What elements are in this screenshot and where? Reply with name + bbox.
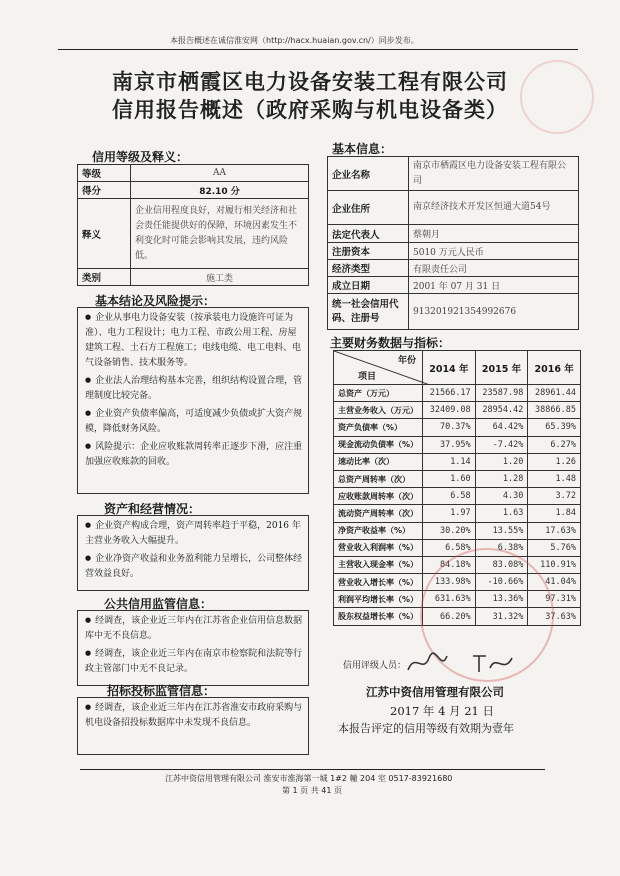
finance-value: 6.58 [423,488,476,505]
signature-scribble [470,650,515,676]
basic-label: 统一社会信用代码、注册号 [328,294,409,330]
conclusion-heading: 基本结论及风险提示： [95,294,216,308]
year-header: 2015 年 [475,351,528,385]
finance-item-label: 主营收入现金率（%） [334,556,423,573]
credit-label: 得分 [78,182,131,199]
finance-item-label: 总资产（万元） [334,385,423,402]
credit-explanation: 企业信用程度良好，对履行相关经济和社会责任能提供好的保障，环境因素发生不利变化时可能会影响其发展，违约风险低。 [131,199,309,269]
credit-label: 类别 [78,269,131,286]
footer-rule [80,769,545,770]
finance-value: 631.63% [423,591,476,608]
table-row [78,269,309,286]
finance-value: 1.60 [423,470,476,487]
finance-item-label: 现金流动负债率（%） [334,436,423,453]
conclusion-item: ● 企业从事电力设备安装（按承装电力设施许可证为准）、电力工程设计；电力工程、市政公用工程、房屋建筑工程、土石方工程施工；电线电缆、电工电料、电气设备销售、技术服务等。 [85,310,303,371]
finance-value: 37.95% [423,436,476,453]
report-date: 2017 年 4 月 21 日 [390,704,494,718]
table-row [328,225,579,243]
table-row [78,199,309,269]
finance-value: 110.91% [528,556,581,573]
basic-label: 成立日期 [328,277,409,294]
credit-score: 82.10 分 [131,182,309,199]
finance-value: 21566.17 [423,385,476,402]
finance-value: 13.36% [475,591,528,608]
founding-date-value: 2001 年 07 月 31 日 [409,277,579,294]
finance-value: 1.48 [528,470,581,487]
assets-box [77,515,309,591]
finance-value: 32409.08 [423,402,476,419]
table-row [334,402,581,419]
basic-label: 企业名称 [328,157,409,191]
corner-year-label: 年份 [398,356,417,366]
table-row [334,385,581,402]
conclusion-item: ● 企业资产负债率偏高，可适度减少负债或扩大资产规模，降低财务风险。 [85,406,303,437]
finance-value: 1.20 [475,453,528,470]
bidding-box [77,697,309,755]
finance-value: 97.31% [528,591,581,608]
report-title-line1: 南京市栖霞区电力设备安装工程有限公司 [112,69,508,94]
table-row [328,277,579,294]
finance-corner-cell [334,351,423,385]
table-row [328,260,579,277]
finance-item-label: 净资产收益率（%） [334,522,423,539]
table-row [328,157,579,191]
finance-value: 28954.42 [475,402,528,419]
finance-item-label: 主营业务收入（万元） [334,402,423,419]
basic-label: 企业住所 [328,191,409,225]
finance-value: 13.55% [475,522,528,539]
finance-value: 41.04% [528,574,581,591]
reg-capital-value: 5010 万元人民币 [409,243,579,260]
finance-value: 4.30 [475,488,528,505]
report-title-line2: 信用报告概述（政府采购与机电设备类） [112,97,508,122]
table-row [328,243,579,260]
finance-value: 17.63% [528,522,581,539]
finance-value: 84.18% [423,556,476,573]
table-row [334,419,581,436]
finance-value: 1.28 [475,470,528,487]
public-credit-item: ● 经调查，该企业近三年内在江苏省企业信用信息数据库中无不良信息。 [85,613,303,644]
credit-table [77,164,309,286]
finance-value: 83.08% [475,556,528,573]
footer-contact: 江苏中资信用管理有限公司 淮安市淮海第一城 1#2 幢 204 室 0517-83921680 [165,774,453,783]
corner-item-label: 项目 [358,372,377,382]
assets-heading: 资产和经营情况： [104,502,201,516]
table-row [78,182,309,199]
evaluator-signature-2 [470,650,515,681]
finance-value: 38866.85 [528,402,581,419]
credit-grade: AA [131,165,309,182]
credit-label: 释义 [78,199,131,269]
bidding-item: ● 经调查，该企业近三年内在江苏省淮安市政府采购与机电设备招投标数据库中未发现不良信息。 [85,700,303,731]
table-row [334,436,581,453]
basic-info-table [327,156,579,330]
finance-value: 23587.98 [475,385,528,402]
assets-item: ● 企业资产构成合理，资产周转率趋于平稳，2016 年主营业务收入大幅提升。 [85,518,303,549]
conclusion-item: ● 企业法人治理结构基本完善，组织结构设置合理，管理制度比较完备。 [85,373,303,404]
finance-value: 37.63% [528,608,581,625]
company-name-value: 南京市栖霞区电力设备安装工程有限公司 [409,157,579,191]
finance-heading: 主要财务数据与指标： [330,336,451,350]
finance-value: -10.66% [475,574,528,591]
credit-category: 施工类 [131,269,309,286]
finance-value: 31.32% [475,608,528,625]
finance-value: 64.42% [475,419,528,436]
finance-value: 70.37% [423,419,476,436]
finance-value: 133.98% [423,574,476,591]
public-credit-heading: 公共信用监管信息： [104,597,213,611]
bidding-heading: 招标投标监管信息： [107,684,216,698]
finance-item-label: 流动资产周转率（次） [334,505,423,522]
credit-heading: 信用等级及释义： [92,150,189,164]
finance-value: 1.14 [423,453,476,470]
finance-value: 1.63 [475,505,528,522]
finance-value: 6.58% [423,539,476,556]
finance-value: 30.20% [423,522,476,539]
rating-company: 江苏中资信用管理有限公司 [366,685,504,699]
table-row [334,470,581,487]
finance-value: 66.20% [423,608,476,625]
basic-label: 注册资本 [328,243,409,260]
table-row [334,453,581,470]
finance-item-label: 利润平均增长率（%） [334,591,423,608]
finance-item-label: 资产负债率（%） [334,419,423,436]
credit-label: 等级 [78,165,131,182]
evaluator-signature-1 [405,650,450,681]
finance-item-label: 总资产周转率（次） [334,470,423,487]
finance-value: 65.39% [528,419,581,436]
table-row [334,351,581,385]
finance-value: 1.84 [528,505,581,522]
conclusion-box [77,307,309,494]
company-address-value: 南京经济技术开发区恒通大道54号 [409,191,579,225]
year-header: 2014 年 [423,351,476,385]
table-row [78,165,309,182]
finance-item-label: 营业收入利润率（%） [334,539,423,556]
finance-value: 1.26 [528,453,581,470]
public-credit-item: ● 经调查，该企业近三年内在南京市检察院和法院等行政主管部门中无不良记录。 [85,646,303,677]
finance-item-label: 营业收入增长率（%） [334,574,423,591]
basic-info-heading: 基本信息： [332,142,393,156]
finance-value: 5.76% [528,539,581,556]
year-header: 2016 年 [528,351,581,385]
table-row [328,294,579,330]
legal-rep-value: 蔡朝月 [409,225,579,243]
basic-label: 经济类型 [328,260,409,277]
finance-value: -7.42% [475,436,528,453]
basic-label: 法定代表人 [328,225,409,243]
evaluator-label: 信用评级人员： [343,661,407,671]
finance-value: 28961.44 [528,385,581,402]
conclusion-item: ● 风险提示：企业应收账款周转率正逐步下滑，应注重加强应收账款的回收。 [85,439,303,470]
signature-scribble [405,650,450,676]
table-row [334,522,581,539]
finance-item-label: 应收账款周转率（次） [334,488,423,505]
finance-item-label: 速动比率（次） [334,453,423,470]
official-seal [520,60,594,134]
finance-value: 6.38% [475,539,528,556]
finance-item-label: 股东权益增长率（%） [334,608,423,625]
header-rule [58,49,578,50]
table-row [334,505,581,522]
economic-type-value: 有限责任公司 [409,260,579,277]
finance-value: 6.27% [528,436,581,453]
finance-value: 3.72 [528,488,581,505]
page-number: 第 1 页 共 41 页 [282,786,342,795]
table-row [328,191,579,225]
assets-item: ● 企业净资产收益和业务盈利能力呈增长，公司整体经营效益良好。 [85,551,303,582]
table-row [334,488,581,505]
credit-code-value: 913201921354992676 [409,294,579,330]
public-credit-box [77,610,309,686]
validity-note: 本报告评定的信用等级有效期为壹年 [338,722,514,735]
finance-value: 1.97 [423,505,476,522]
header-note: 本报告概述在诚信淮安网（http://hacx.huaian.gov.cn/）同步发布。 [170,36,419,45]
